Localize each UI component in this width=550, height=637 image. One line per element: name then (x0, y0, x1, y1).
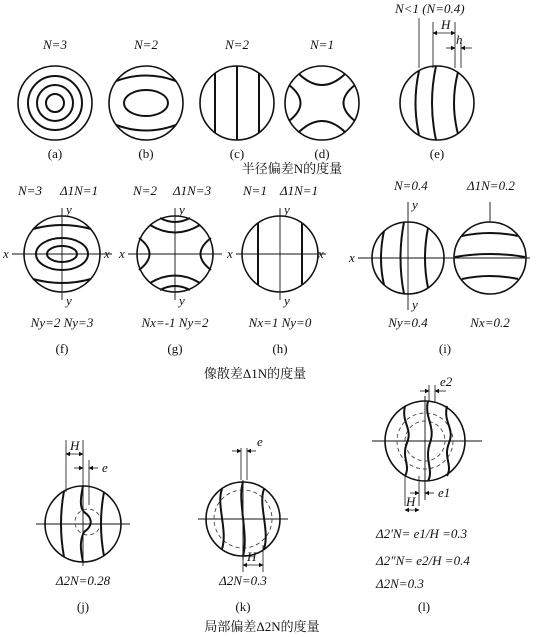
section-title-astig: 像散差Δ1N的度量 (203, 366, 307, 381)
caption: (g) (167, 341, 183, 356)
label-n: N=2 (134, 37, 158, 52)
label-n: N=2 (225, 37, 249, 52)
equation-2: Δ2"N= e2/H =0.4 (376, 553, 470, 568)
panel-g (118, 183, 222, 356)
axis-x-label: x (349, 250, 355, 265)
panel-k (198, 434, 288, 614)
caption: (c) (229, 146, 245, 161)
value: Δ2N=0.3 (219, 573, 267, 588)
label-n: N=1 (310, 37, 334, 52)
label-h-small: h (456, 32, 463, 47)
label-bottom: Nx=1 Ny=0 (248, 315, 312, 330)
label-bottom-right: Nx=0.2 (470, 315, 510, 330)
fringe (124, 90, 168, 116)
label-e2: e2 (440, 374, 453, 389)
panel-h (226, 183, 326, 356)
equation-1: Δ2'N= e1/H =0.3 (376, 526, 468, 541)
label-bottom: Ny=2 Ny=3 (30, 315, 94, 330)
fringe (116, 76, 176, 82)
fringe (37, 85, 73, 121)
label-n: N=3 (43, 37, 67, 52)
fringe (416, 71, 420, 135)
label-bottom-left: Ny=0.4 (388, 315, 428, 330)
panel-l (372, 374, 482, 614)
panel-i (348, 178, 530, 356)
fringe (289, 85, 301, 121)
axis-y-label: y (412, 197, 418, 212)
section-title-local: 局部偏差Δ2N的度量 (204, 619, 320, 634)
caption: (i) (438, 341, 452, 356)
axis-y-label: y (179, 293, 185, 308)
label-delta1: Δ1N=1 (60, 183, 99, 198)
axis-y-label: y (412, 297, 418, 312)
label-n: N=0.4 (394, 178, 428, 193)
caption: (j) (76, 599, 90, 614)
fringe (454, 72, 458, 134)
label-e1: e1 (438, 485, 451, 500)
caption: (a) (47, 146, 63, 161)
aperture-circle (18, 66, 92, 140)
panel-f (2, 183, 112, 356)
fringe (46, 94, 64, 112)
label-h-big: H (441, 17, 451, 32)
label-n: N<1 (N=0.4) (395, 1, 465, 16)
fringe (432, 66, 436, 140)
fringe (462, 233, 518, 236)
caption: (b) (138, 146, 154, 161)
caption: (f) (55, 341, 69, 356)
label-h-big: H (70, 438, 80, 453)
axis-x-label: x (227, 246, 233, 261)
label-n: N=2 (133, 183, 157, 198)
caption: (e) (429, 146, 445, 161)
axis-x-label: x (104, 246, 110, 261)
label-delta1: Δ1N=1 (280, 183, 319, 198)
fringe (344, 85, 356, 121)
axis-y-label: y (284, 202, 290, 217)
fringe (299, 74, 345, 85)
axis-y-label: y (284, 293, 290, 308)
caption: (d) (314, 146, 330, 161)
label-h: H (247, 549, 257, 564)
label-bottom: Nx=-1 Ny=2 (141, 315, 209, 330)
label-n: N=3 (18, 183, 42, 198)
label-h: H (406, 494, 416, 509)
value: Δ2N=0.28 (55, 573, 111, 588)
axis-x-label: x (318, 246, 324, 261)
axis-y-label: y (66, 202, 72, 217)
fringe (116, 125, 176, 131)
defect-zone (75, 509, 101, 535)
aperture-circle (400, 66, 474, 140)
axis-x-label: x (119, 246, 125, 261)
label-e: e (102, 460, 108, 475)
axis-y-label: y (179, 202, 185, 217)
caption: (l) (417, 599, 431, 614)
panel-a (18, 37, 92, 161)
panel-d (285, 37, 359, 161)
axis-x-label: x (3, 246, 9, 261)
axis-y-label: y (66, 293, 72, 308)
label-e: e (257, 434, 263, 449)
fringe (455, 254, 525, 257)
caption: (h) (272, 341, 288, 356)
section-title-radius: 半径偏差N的度量 (241, 161, 343, 176)
fringe (462, 276, 518, 279)
fringe (299, 121, 345, 132)
aperture-circle (109, 66, 183, 140)
label-n: N=1 (243, 183, 267, 198)
caption: (k) (235, 599, 251, 614)
panel-b (109, 37, 183, 161)
label-delta1: Δ1N=0.2 (467, 178, 515, 193)
panel-e (394, 1, 474, 161)
panel-j (36, 438, 130, 614)
aperture-circle (285, 66, 359, 140)
panel-c (200, 37, 274, 161)
equation-3: Δ2N=0.3 (376, 576, 424, 591)
label-delta1: Δ1N=3 (173, 183, 212, 198)
